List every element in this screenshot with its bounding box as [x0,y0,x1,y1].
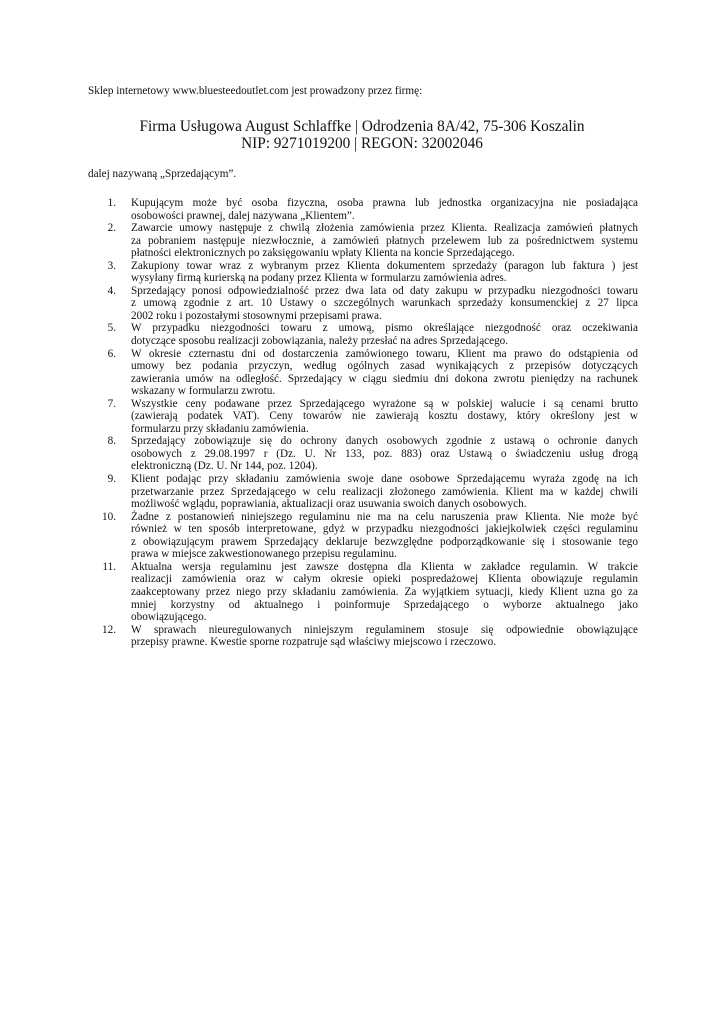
term-text [131,348,638,398]
term-line: możliwość wglądu, poprawiania, aktualizacji oraz usuwania swoich danych osobowych. [131,498,527,511]
term-number: 5. [107,322,116,335]
term-line: osobowości prawnej, dalej nazywana „Klientem”. [131,209,355,222]
term-text [131,624,638,649]
term-item [0,322,724,347]
term-line: (zawierają podatek VAT). Ceny towarów nie zawierają kosztu dostawy, który określony jest w [131,410,638,423]
term-line: Zawarcie umowy następuje z chwilą złożenia zamówienia przez Klienta. Realizacja zamówień płatnych [131,222,638,235]
term-line: formularzu przy składaniu zamówienia. [131,422,309,435]
term-item [0,435,724,473]
term-number: 12. [102,623,116,636]
term-text [131,511,638,561]
term-line: Zakupiony towar wraz z wybranym przez Klienta dokumentem sprzedaży (paragon lub faktura ) jest [131,259,638,272]
term-line: realizacji zamówienia oraz w całym okresie opieki pospredażowej Klienta obowiązuje regulamin [131,573,638,586]
term-line: elektroniczną (Dz. U. Nr 144, poz. 1204). [131,460,318,473]
intro-text: Sklep internetowy www.bluesteedoutlet.com jest prowadzony przez firmę: [88,85,423,97]
term-number: 1. [107,197,116,209]
term-line: zaakceptowany przez niego przy składaniu zamówienia. Za wyjątkiem sytuacji, kiedy Klient uzna go za [131,585,638,598]
term-item [0,348,724,398]
term-number: 7. [107,397,116,410]
company-ids: NIP: 9271019200 | REGON: 32002046 [241,135,483,152]
term-item [0,260,724,285]
term-text [131,473,638,511]
term-number: 10. [102,510,116,523]
term-number: 11. [102,560,116,573]
term-line: płatności elektronicznych po zaksięgowaniu wpłaty Klienta na koncie Sprzedającego. [131,247,515,260]
term-line: wskazany w formularzu zwrotu. [131,385,276,398]
term-number: 6. [107,347,116,360]
term-text [131,260,638,285]
term-number: 2. [107,222,116,235]
term-number: 4. [107,284,116,297]
seller-designation: dalej nazywaną „Sprzedającym”. [88,168,237,180]
term-text [131,435,638,473]
term-line: prawa w miejsce zakwestionowanego przepisu regulaminu. [131,548,397,561]
term-text [131,197,638,222]
term-line: wysyłany firmą kurierską na podany przez Klienta w formularzu zamówienia adres. [131,272,507,285]
terms-list [0,197,724,649]
term-item [0,222,724,260]
term-item [0,197,724,222]
term-line: z umową zgodnie z art. 10 Ustawy o szczególnych warunkach sprzedaży konsumenckiej z 27 lipca [131,297,638,310]
term-text [131,398,638,436]
term-line: Kupującym może być osoba fizyczna, osoba prawna lub jednostka organizacyjna nie posiadająca [131,197,638,209]
term-text [131,222,638,260]
term-line: dotyczące sposobu realizacji zobowiązania, należy przesłać na adres Sprzedającego. [131,335,509,348]
company-header [0,118,724,152]
term-line: Sprzedający ponosi odpowiedzialność przez dwa lata od daty zakupu w przypadku niezgodności towaru [131,284,638,297]
term-line: zawierania umów na odległość. Sprzedający w ciągu siedmiu dni dokona zwrotu pieniędzy na rachunek [131,372,638,385]
term-item [0,285,724,323]
term-number: 8. [107,435,116,448]
term-item [0,561,724,624]
term-line: umowy bez podania przyczyn, według ogólnych zasad wynikających z przepisów dotyczących [131,360,638,373]
term-line: przetwarzanie przez Sprzedającego w celu realizacji złożonego zamówienia. Klient ma w każdej chwili [131,485,638,498]
term-line: mniej korzystny od aktualnego i poinformuje Sprzedającego o wyborze aktualnego jako [131,598,638,611]
term-line: Wszystkie ceny podawane przez Sprzedającego wyrażone są w polskiej walucie i są cenami brutto [131,397,638,410]
term-item [0,624,724,649]
term-line: z obowiązującym prawem Sprzedający deklaruje bezwzględne podporządkowanie się i stosowanie tego [131,535,638,548]
term-line: 2002 roku i pozostałymi stosownymi przepisami prawa. [131,309,382,322]
term-line: W okresie czternastu dni od dostarczenia zamówionego towaru, Klient ma prawo do odstąpienia od [131,347,638,360]
term-line: Aktualna wersja regulaminu jest zawsze dostępna dla Klienta w zakładce regulamin. W trakcie [131,560,638,573]
term-line: osobowych z 29.08.1997 r (Dz. U. Nr 133, poz. 883) oraz Ustawą o świadczeniu usług drogą [131,447,638,460]
term-text [131,322,638,347]
term-text [131,561,638,624]
term-line: W przypadku niezgodności towaru z umową, pismo określające niezgodność oraz oczekiwania [131,322,638,335]
term-line: również w ten sposób interpretowane, gdyż w przypadku niezgodności jakiejkolwiek części regulaminu [131,523,638,536]
term-number: 3. [107,259,116,272]
term-line: W sprawach nieuregulowanych niniejszym regulaminem stosuje się odpowiednie obowiązujące [131,623,638,636]
term-line: przepisy prawne. Kwestie sporne rozpatruje sąd właściwy miejscowo i rzeczowo. [131,636,497,649]
term-line: za pobraniem następuje niezwłocznie, a zamówień płatnych przelewem lub za pośrednictwem systemu [131,234,638,247]
term-line: obowiązującego. [131,611,207,624]
term-line: Klient podając przy składaniu zamówienia swoje dane osobowe Sprzedającemu wyraża zgodę na ich [131,473,638,486]
term-item [0,511,724,561]
term-line: Sprzedający zobowiązuje się do ochrony danych osobowych zgodnie z ustawą o ochronie danych [131,435,638,448]
term-line: Żadne z postanowień niniejszego regulaminu nie ma na celu naruszenia praw Klienta. Nie może być [131,510,638,523]
term-number: 9. [107,473,116,486]
term-item [0,473,724,511]
term-text [131,285,638,323]
term-item [0,398,724,436]
company-address: Firma Usługowa August Schlaffke | Odrodzenia 8A/42, 75-306 Koszalin [139,118,585,135]
